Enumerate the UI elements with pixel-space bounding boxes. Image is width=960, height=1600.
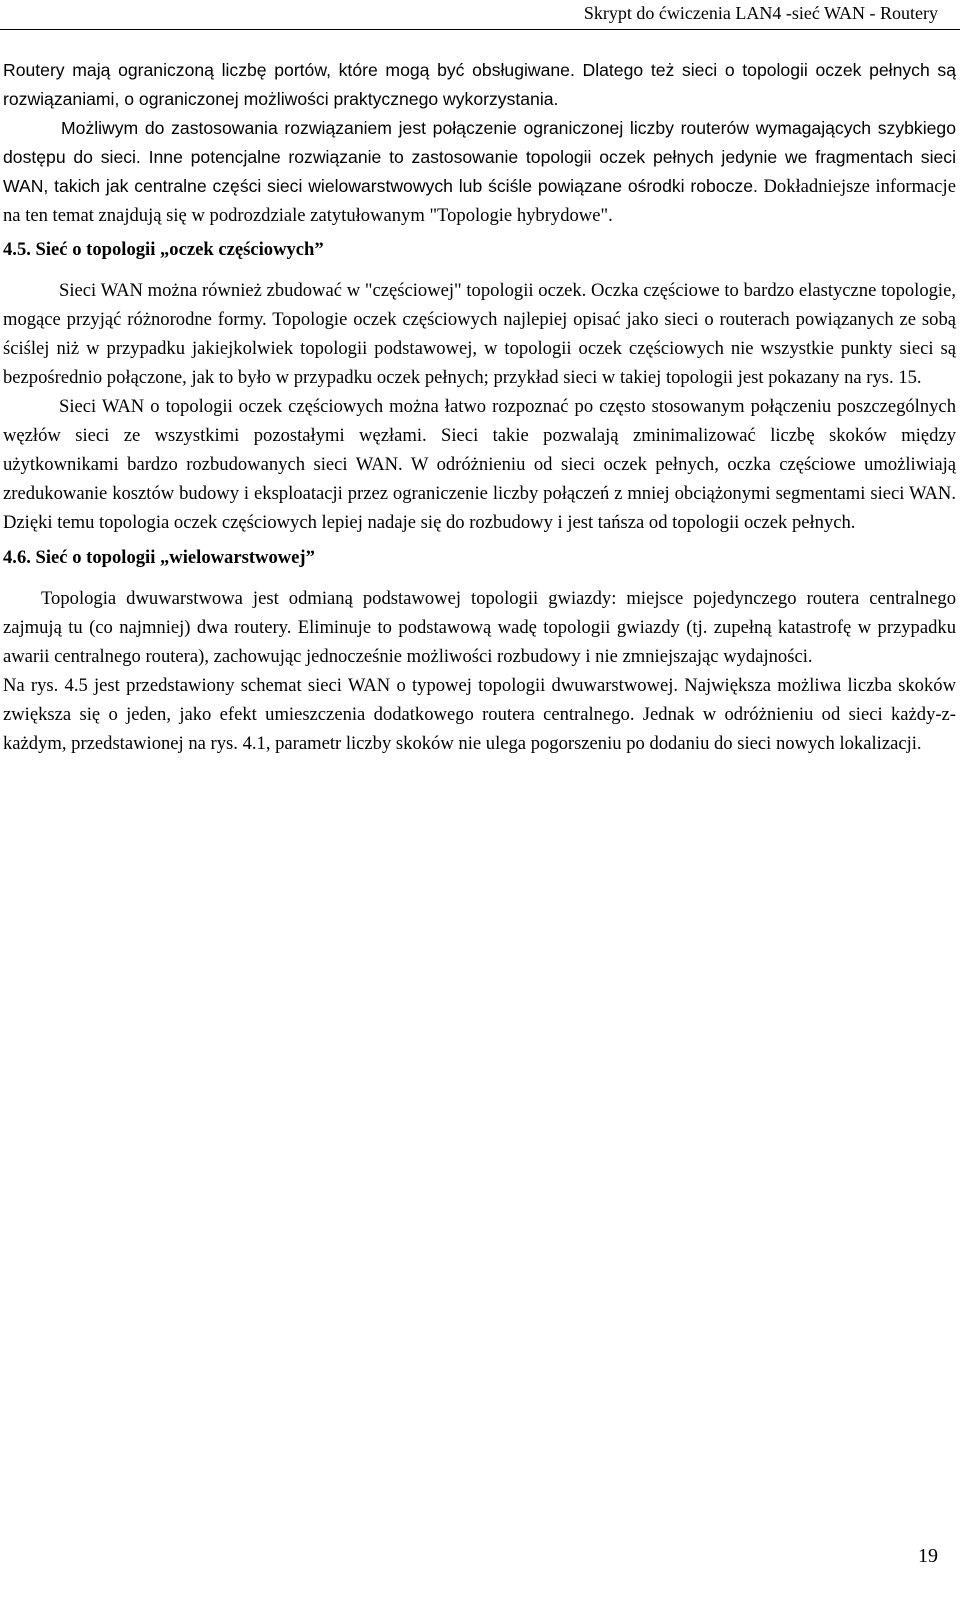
section-heading-4-5: 4.5. Sieć o topologii „oczek częściowych”: [3, 239, 324, 260]
page-content: [3, 56, 956, 758]
section-4-6-paragraph-1: Topologia dwuwarstwowa jest odmianą podstawowej topologii gwiazdy: miejsce pojedynczego routera centralnego zajmują tu (co najmniej) dwa routery. Eliminuje to podstawową wadę topologii gwiazdy (tj. zupełną katastrofę w przypadku awarii centralnego routera), zachowując jednocześnie możliwości rozbudowy i nie zmniejszając wydajności.: [3, 588, 956, 667]
page-number: 19: [918, 1545, 938, 1567]
header-rule: [0, 29, 960, 30]
section-4-5-paragraph-2: Sieci WAN o topologii oczek częściowych można łatwo rozpoznać po często stosowanym połączeniu poszczególnych węzłów sieci ze wszystkimi pozostałymi węzłami. Sieci takie pozwalają zminimalizować liczbę skoków między użytkownikami bardzo rozbudowanych sieci WAN. W odróżnieniu od sieci oczek pełnych, oczka częściowe umożliwiają zredukowanie kosztów budowy i eksploatacji przez ograniczenie liczby połączeń z mniej obciążonymi segmentami sieci WAN. Dzięki temu topologia oczek częściowych lepiej nadaje się do rozbudowy i jest tańsza od topologii oczek pełnych.: [3, 396, 956, 533]
running-header: Skrypt do ćwiczenia LAN4 -sieć WAN - Routery: [583, 3, 938, 23]
section-heading-4-6: 4.6. Sieć o topologii „wielowarstwowej”: [3, 547, 315, 568]
intro-paragraph-2-sans-text: Możliwym do zastosowania rozwiązaniem jest połączenie ograniczonej liczby routerów wymagających szybkiego dostępu do sieci. Inne potencjalne rozwiązanie to zastosowanie topologii oczek pełnych jedynie we fragmentach sieci WAN, takich jak centralne części sieci wielowarstwowych lub ściśle powiązane ośrodki robocze.: [3, 118, 956, 196]
intro-paragraph-2-serif-text: Dokładniejsze informacje na ten temat znajdują się w podrozdziale zatytułowanym "Topologie hybrydowe".: [3, 176, 956, 226]
section-4-6-paragraph-2: Na rys. 4.5 jest przedstawiony schemat sieci WAN o typowej topologii dwuwarstwowej. Największa możliwa liczba skoków zwiększa się o jeden, jako efekt umieszczenia dodatkowego routera centralnego. Jednak w odróżnieniu od sieci każdy-z-każdym, przedstawionej na rys. 4.1, parametr liczby skoków nie ulega pogorszeniu po dodaniu do sieci nowych lokalizacji.: [3, 675, 956, 754]
intro-paragraph-1: Routery mają ograniczoną liczbę portów, które mogą być obsługiwane. Dlatego też sieci o topologii oczek pełnych są rozwiązaniami, o ograniczonej możliwości praktycznego wykorzystania.: [3, 60, 956, 109]
section-4-5-paragraph-1: Sieci WAN można również zbudować w "częściowej" topologii oczek. Oczka częściowe to bardzo elastyczne topologie, mogące przyjąć różnorodne formy. Topologie oczek częściowych najlepiej opisać jako sieci o routerach powiązanych ze sobą ściślej niż w przypadku jakiejkolwiek topologii podstawowej, w topologii oczek częściowych nie wszystkie punkty sieci są bezpośrednio połączone, jak to było w przypadku oczek pełnych; przykład sieci w takiej topologii jest pokazany na rys. 15.: [3, 280, 956, 388]
intro-paragraph-2: [3, 114, 956, 230]
